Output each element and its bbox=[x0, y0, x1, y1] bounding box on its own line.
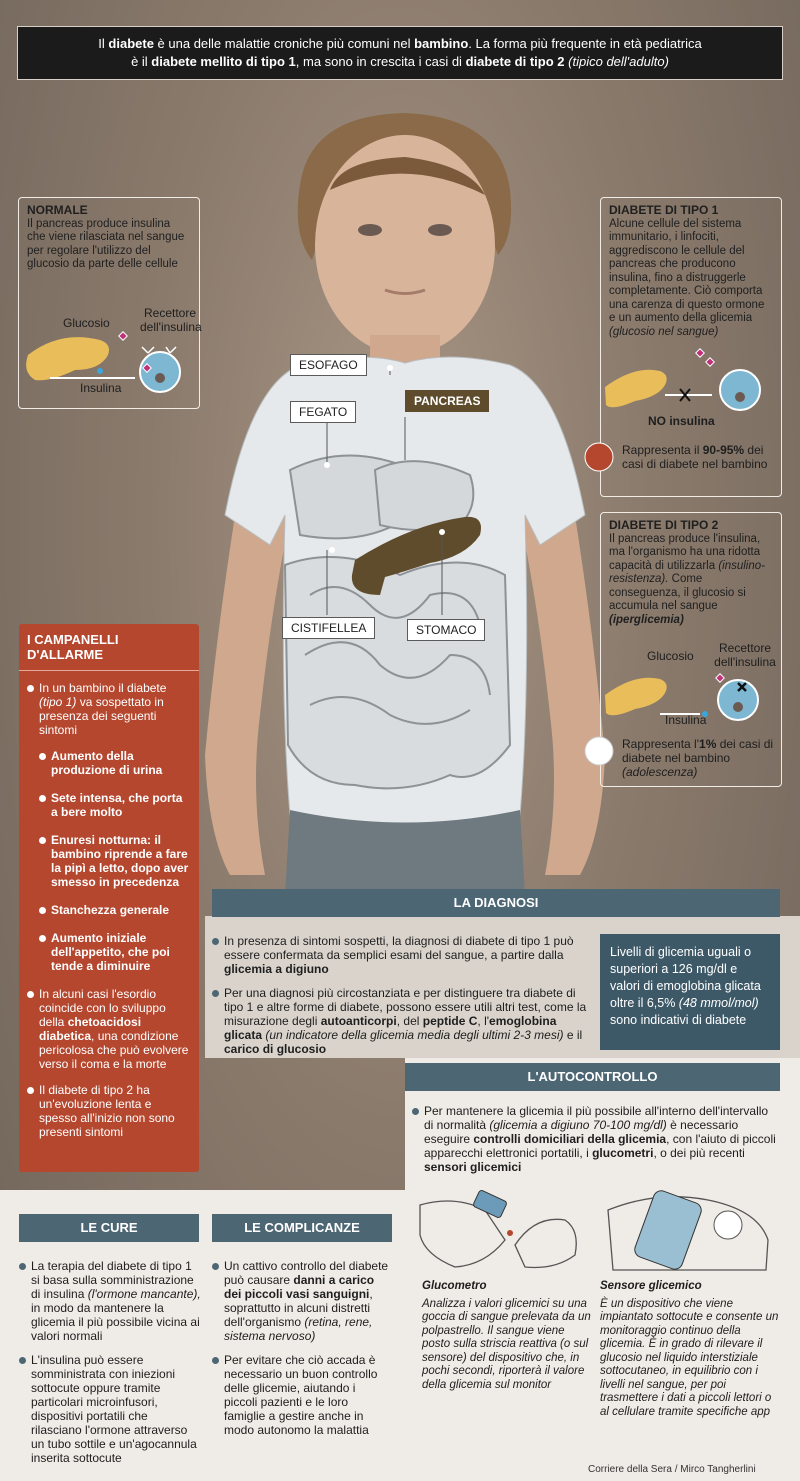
alarm-symptom: Enuresi notturna: il bambino riprende a fare la pipì a letto, dopo aver smesso in precedenza bbox=[27, 833, 191, 889]
normale-text: Il pancreas produce insulina che viene rilasciata nel sangue per regolare l'utilizzo del glucosio da parte delle cellule bbox=[27, 217, 185, 270]
complicanze-text bbox=[212, 1259, 392, 1447]
label-esofago: ESOFAGO bbox=[290, 354, 367, 376]
cure-p1: La terapia del diabete di tipo 1 si basa sulla somministrazione di insulina (l'ormone mancante), in modo da mantenere la glicemia il più possibile vicina ai valori normali bbox=[19, 1259, 201, 1343]
tipo2-pie-icon bbox=[584, 736, 614, 766]
normale-insulina-label: Insulina bbox=[80, 381, 122, 395]
diagnosi-p2: Per una diagnosi più circostanziata e per distinguere tra diabete di tipo 1 e altre forme di diabete, possono essere utili altri test, come la misurazione degli autoanticorpi, del peptide C, l'emoglobina glicata (un indicatore della glicemia media degli ultimi 2-3 mesi) e il carico di glucosio bbox=[212, 986, 587, 1056]
tipo1-rappresenta: Rappresenta il 90-95% dei casi di diabete nel bambino bbox=[622, 443, 768, 471]
sensore-illustration bbox=[598, 1170, 778, 1275]
autocontrollo-p: Per mantenere la glicemia il più possibile all'interno dell'intervallo di normalità (glicemia a digiuno 70-100 mg/dl) è necessario eseguire controlli domiciliari della glicemia, con l'aiuto di piccoli apparecchi elettronici portatili, i glucometri, o dei più recenti sensori glicemici bbox=[412, 1104, 780, 1174]
normale-title: NORMALE bbox=[27, 203, 88, 217]
sensore-title: Sensore glicemico bbox=[600, 1280, 702, 1292]
tipo1-no-insulina: NO insulina bbox=[648, 414, 715, 428]
alarm-panel bbox=[19, 624, 199, 1172]
alarm-item: Il diabete di tipo 2 ha un'evoluzione lenta e spesso all'inizio non sono presenti sintomi bbox=[27, 1083, 191, 1139]
label-cistifellea: CISTIFELLEA bbox=[282, 617, 375, 639]
complicanze-title: LE COMPLICANZE bbox=[212, 1214, 392, 1242]
alarm-symptom: Sete intensa, che porta a bere molto bbox=[27, 791, 191, 819]
sensore-text: È un dispositivo che viene impiantato sottocute e consente un monitoraggio continuo della glicemia. È in grado di rilevare il glucosio nel liquido interstiziale sottocutaneo, in equilibrio con i livelli nel sangue, per poi trasmettere i dati a piccoli lettori o al cellulare tramite specifiche app bbox=[600, 1297, 779, 1418]
tipo1-diagram bbox=[600, 345, 782, 425]
tipo1-text: Alcune cellule del sistema immunitario, i linfociti, aggrediscono le cellule del pancreas che producono insulina, fino a distruggerle completamente. Ciò comporta una carenza di questo ormone e un aumento della glicemia (glucosio nel sangue) bbox=[609, 217, 765, 338]
sensore-section bbox=[600, 1280, 780, 1419]
normale-recettore-label: Recettore dell'insulina bbox=[140, 306, 202, 334]
alarm-symptom: Aumento della produzione di urina bbox=[27, 749, 191, 777]
glucometro-title: Glucometro bbox=[422, 1280, 487, 1292]
alarm-symptom: Aumento iniziale dell'appetito, che poi tende a diminuire bbox=[27, 931, 191, 973]
alarm-item: In alcuni casi l'esordio coincide con lo sviluppo della chetoacidosi diabetica, una condizione pericolosa che può evolvere verso il coma e la morte bbox=[27, 987, 191, 1071]
normale-glucosio-label: Glucosio bbox=[63, 316, 110, 330]
tipo2-text: Il pancreas produce l'insulina, ma l'organismo ha una ridotta capacità di utilizzarla (insulino-resistenza). Come conseguenza, il glucosio si accumula nel sangue (iperglicemia) bbox=[609, 532, 765, 626]
diagnosi-text bbox=[212, 934, 587, 1066]
autocontrollo-title: L'AUTOCONTROLLO bbox=[405, 1063, 780, 1091]
cure-p2: L'insulina può essere somministrata con iniezioni sottocute oppure tramite particolari microinfusori, dispositivi portatili che rilasciano l'ormone attraverso un tubo sottile e un'agocannula inserita sottocute bbox=[19, 1353, 201, 1465]
complicanze-p2: Per evitare che ciò accada è necessario un buon controllo delle glicemie, aiutando i piccoli pazienti e le loro famiglie a gestire anche in modo autonomo la malattia bbox=[212, 1353, 392, 1437]
tipo2-title: DIABETE DI TIPO 2 bbox=[609, 518, 719, 532]
diagnosi-threshold-box: Livelli di glicemia uguali o superiori a 126 mg/dl e valori di emoglobina glicata oltre il 6,5% (48 mmol/mol) sono indicativi di diabete bbox=[600, 934, 780, 1050]
credit: Corriere della Sera / Mirco Tangherlini bbox=[588, 1464, 756, 1475]
diagnosi-p1: In presenza di sintomi sospetti, la diagnosi di diabete di tipo 1 può essere confermata da semplici esami del sangue, a partire dalla glicemia a digiuno bbox=[212, 934, 587, 976]
header-line-2: è il diabete mellito di tipo 1, ma sono in crescita i casi di diabete di tipo 2 (tipico dell'adulto) bbox=[131, 54, 669, 69]
alarm-item: In un bambino il diabete (tipo 1) va sospettato in presenza dei seguenti sintomi bbox=[27, 681, 191, 737]
child-illustration bbox=[180, 95, 630, 895]
label-fegato: FEGATO bbox=[290, 401, 356, 423]
tipo1-title: DIABETE DI TIPO 1 bbox=[609, 203, 719, 217]
cure-title: LE CURE bbox=[19, 1214, 199, 1242]
label-stomaco: STOMACO bbox=[407, 619, 485, 641]
complicanze-p1: Un cattivo controllo del diabete può causare danni a carico dei piccoli vasi sanguigni, soprattutto in alcuni distretti dell'organismo (retina, rene, sistema nervoso) bbox=[212, 1259, 392, 1343]
alarm-title: I CAMPANELLI D'ALLARME bbox=[19, 624, 199, 671]
cure-text bbox=[19, 1259, 201, 1475]
tipo1-pie-icon bbox=[584, 442, 614, 472]
glucometro-section bbox=[422, 1280, 592, 1392]
header-banner bbox=[17, 26, 783, 80]
alarm-symptom: Stanchezza generale bbox=[27, 903, 191, 917]
label-pancreas: PANCREAS bbox=[405, 390, 489, 412]
tipo2-glucosio-label: Glucosio bbox=[647, 649, 694, 663]
tipo2-rappresenta: Rappresenta l'1% dei casi di diabete nel bambino (adolescenza) bbox=[622, 737, 774, 779]
diagnosi-title: LA DIAGNOSI bbox=[212, 889, 780, 917]
tipo2-insulina-label: Insulina bbox=[665, 713, 707, 727]
glucometro-illustration bbox=[415, 1175, 585, 1275]
tipo2-recettore-label: Recettore dell'insulina bbox=[714, 641, 776, 669]
header-line-1: Il diabete è una delle malattie croniche più comuni nel bambino. La forma più frequente in età pediatrica bbox=[98, 36, 702, 51]
glucometro-text: Analizza i valori glicemici su una goccia di sangue prelevata da un polpastrello. Il sangue viene posto sulla striscia reattiva (o sul sensore) del dispositivo che, in pochi secondi, riporterà il valore della glicemia sul monitor bbox=[422, 1297, 591, 1391]
